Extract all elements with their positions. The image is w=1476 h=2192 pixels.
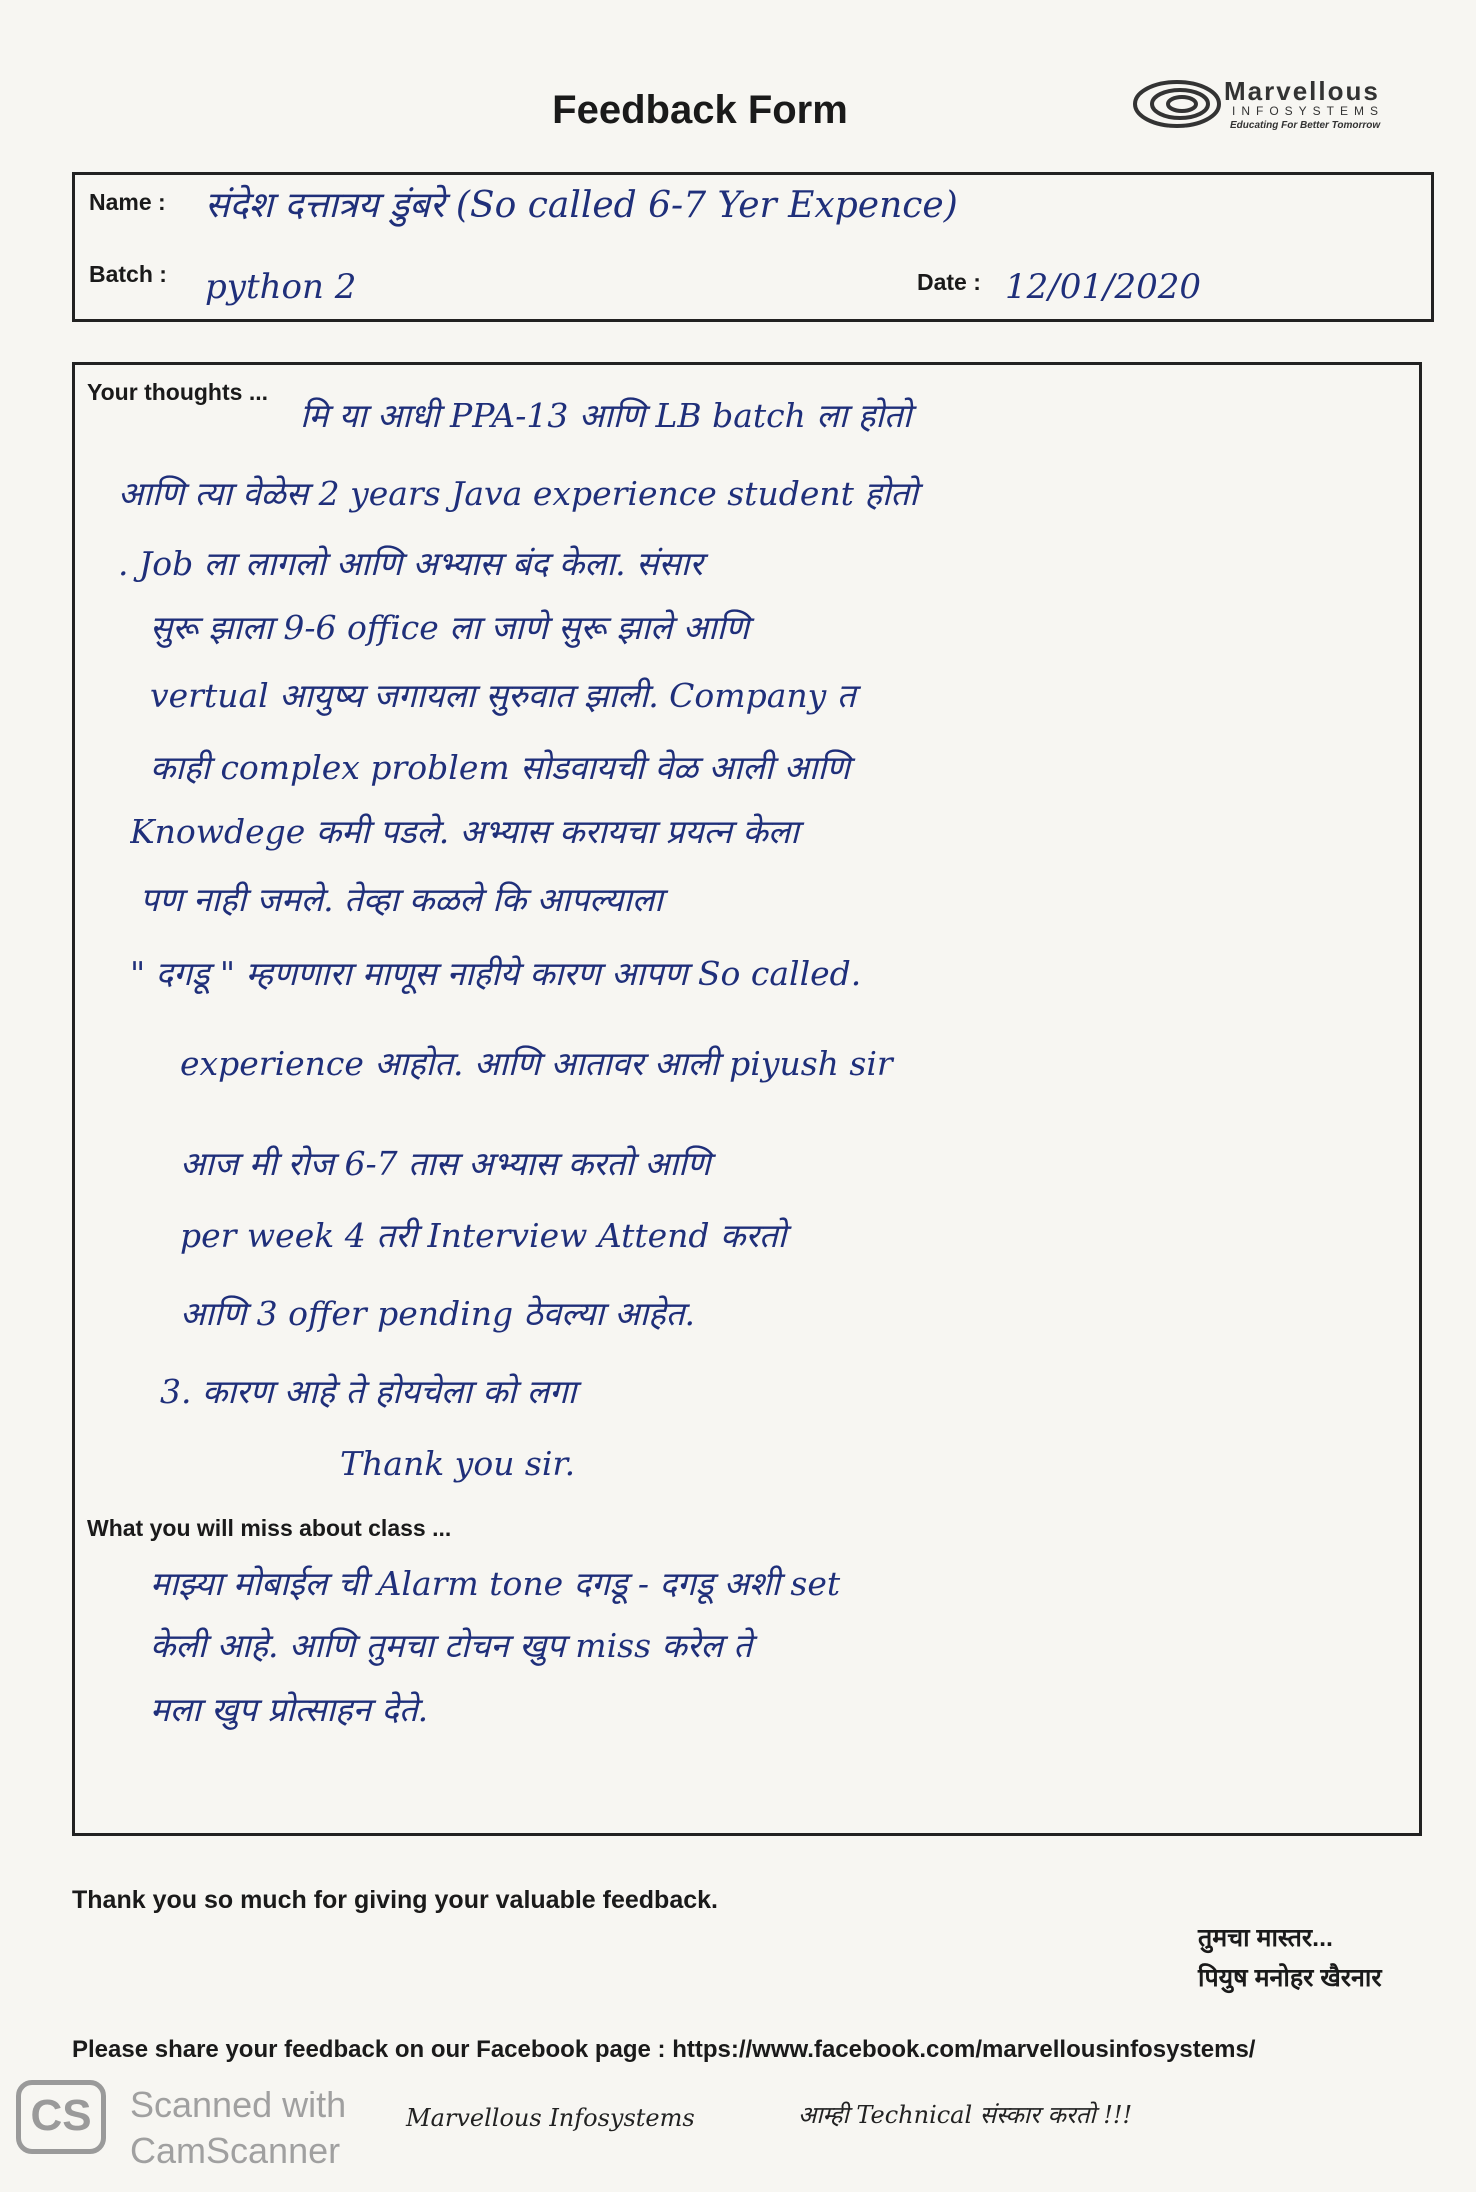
thought-line: vertual आयुष्य जगायला सुरुवात झाली. Company त — [150, 676, 856, 715]
thought-line: Thank you sir. — [340, 1444, 576, 1483]
signature-line-1: तुमचा मास्तर... — [1198, 1924, 1333, 1952]
miss-line: मला खुप प्रोत्साहन देते. — [150, 1690, 429, 1729]
batch-label: Batch : — [89, 261, 167, 287]
thought-line: काही complex problem सोडवायची वेळ आली आणि — [150, 748, 850, 787]
thought-line: सुरू झाला 9-6 office ला जाणे सुरू झाले आणि — [150, 608, 750, 647]
thought-line: पण नाही जमले. तेव्हा कळले कि आपल्याला — [140, 880, 663, 919]
signature-line-2: पियुष मनोहर खैरनार — [1198, 1964, 1382, 1992]
thanks-note: Thank you so much for giving your valuable feedback. — [72, 1886, 718, 1914]
date-label: Date : — [917, 269, 981, 295]
miss-label: What you will miss about class ... — [87, 1515, 452, 1541]
camscanner-watermark — [130, 2082, 346, 2174]
batch-value: python 2 — [205, 267, 357, 307]
date-value: 12/01/2020 — [1005, 267, 1201, 307]
name-value: संदेश दत्तात्रय डुंबरे (So called 6-7 Yer Expence) — [205, 185, 958, 226]
miss-line: केली आहे. आणि तुमचा टोचन खुप miss करेल ते — [150, 1626, 753, 1665]
spiral-logo-icon — [1122, 70, 1222, 140]
thought-line: आणि 3 offer pending ठेवल्या आहेत. — [180, 1294, 695, 1333]
miss-line: माझ्या मोबाईल ची Alarm tone दगडू - दगडू अशी set — [150, 1564, 841, 1603]
header-box — [72, 172, 1434, 322]
logo-sub: INFOSYSTEMS — [1232, 104, 1385, 118]
brand-motto: आम्ही Technical संस्कार करतो !!! — [798, 2101, 1133, 2129]
logo-name: Marvellous — [1224, 76, 1380, 106]
form-title: Feedback Form — [552, 88, 848, 132]
thought-line: experience आहोत. आणि आतावर आली piyush sir — [180, 1044, 893, 1083]
thought-line: 3. कारण आहे ते होयचेला को लगा — [160, 1372, 577, 1411]
thoughts-label: Your thoughts ... — [87, 379, 268, 405]
thought-line: " दगडू " म्हणणारा माणूस नाहीये कारण आपण So called. — [130, 954, 862, 993]
marvellous-logo — [1122, 70, 1472, 140]
brand-name: Marvellous Infosystems — [406, 2104, 695, 2132]
logo-tagline: Educating For Better Tomorrow — [1230, 120, 1381, 131]
thought-line: . Job ला लागलो आणि अभ्यास बंद केला. संसार — [118, 544, 703, 583]
watermark-line-1: Scanned with — [130, 2084, 347, 2125]
thought-line: मि या आधी PPA-13 आणि LB batch ला होतो — [300, 396, 912, 435]
thought-line: आज मी रोज 6-7 तास अभ्यास करतो आणि — [180, 1144, 711, 1183]
thought-line: आणि त्या वेळेस 2 years Java experience student होतो — [118, 474, 918, 513]
name-label: Name : — [89, 189, 166, 215]
thought-line: per week 4 तरी Interview Attend करतो — [180, 1216, 787, 1255]
thought-line: Knowdege कमी पडले. अभ्यास करायचा प्रयत्न केला — [130, 812, 799, 851]
watermark-line-2: CamScanner — [130, 2130, 341, 2171]
camscanner-badge-icon: CS — [16, 2080, 106, 2154]
facebook-note: Please share your feedback on our Facebook page : https://www.facebook.com/marvellousinfosystems/ — [72, 2036, 1256, 2063]
